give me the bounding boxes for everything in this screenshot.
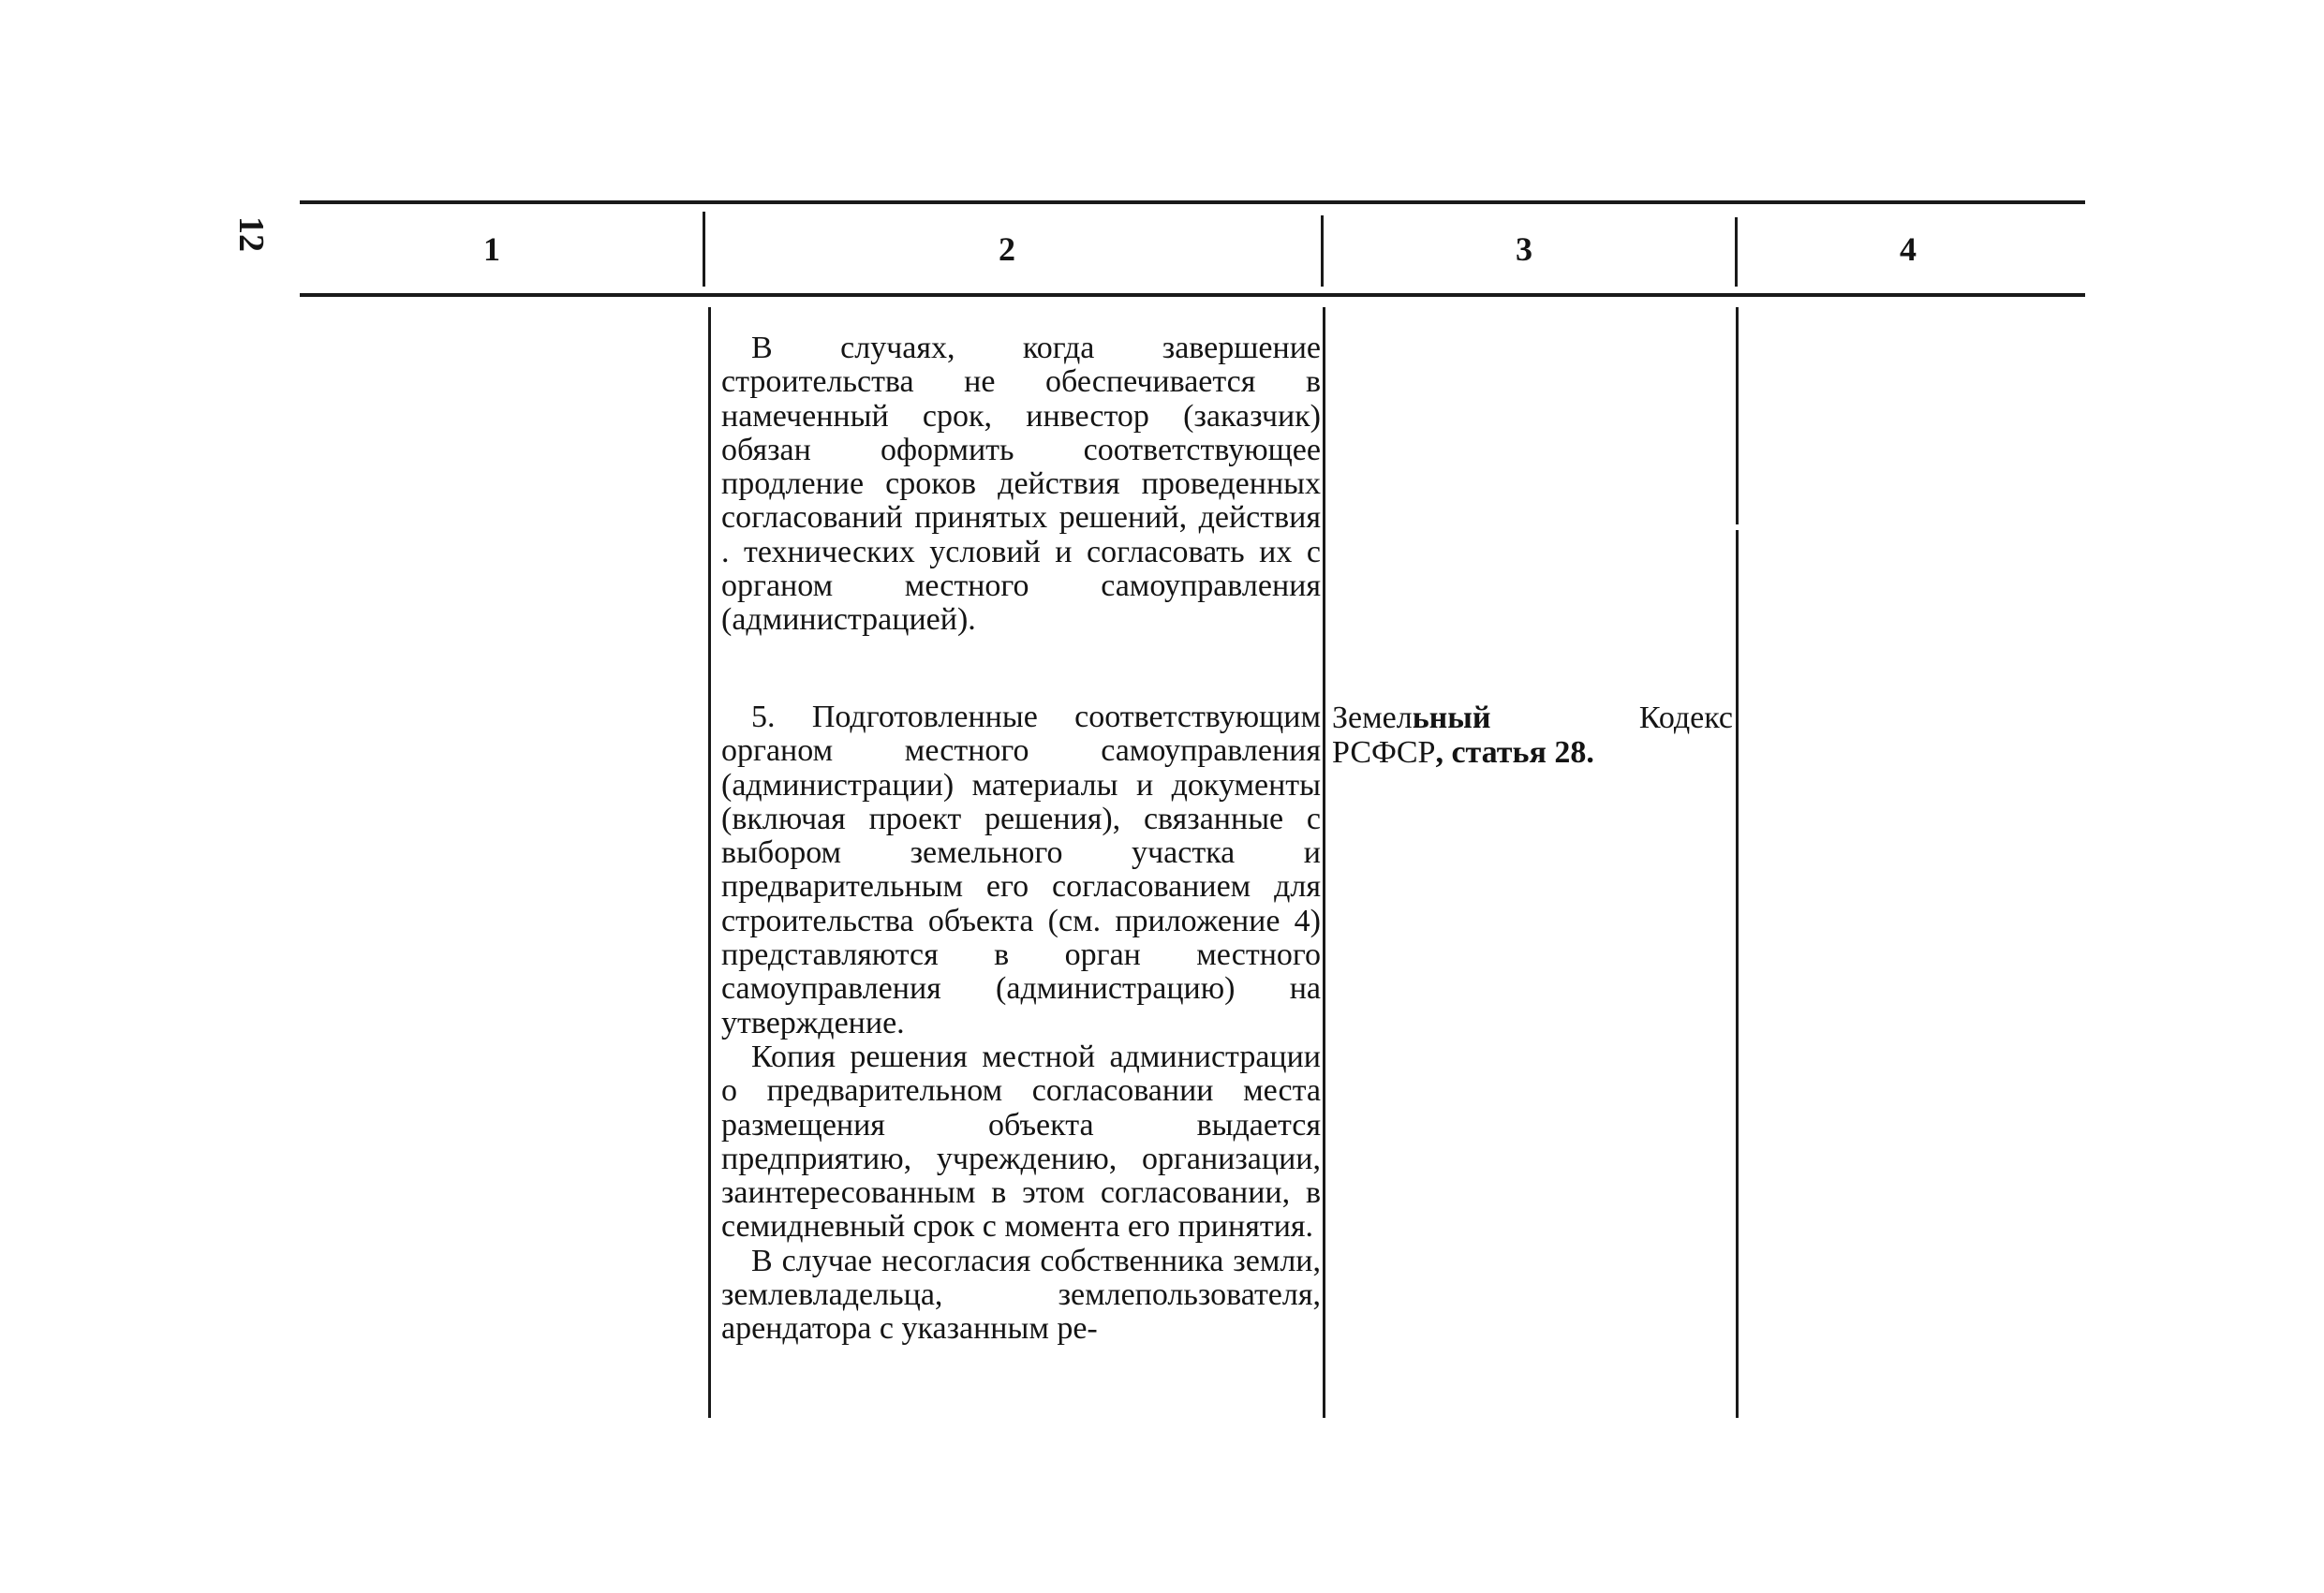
law-word-1-bold: ьный	[1412, 701, 1491, 735]
law-word-1	[1332, 701, 1490, 735]
law-reference-line-1	[1332, 701, 1733, 735]
header-separator-3-4	[1735, 217, 1738, 287]
law-reference-line-2	[1332, 735, 1733, 770]
header-separator-2-3	[1321, 215, 1324, 287]
col2-paragraph-1: В случаях, когда завершение строительства не обеспечивается в намеченный срок, инвестор (заказчик) обязан оформить соответствующее продление сроков действия проведенных согласований принятых решений, действия . технических условий и согласовать их с органом местного самоуправления (администрацией).	[721, 331, 1321, 638]
col2-paragraph-4: В случае несогласия собственника земли, землевладельца, землепользователя, арендатора с указанным ре-	[721, 1243, 1321, 1347]
col2-paragraph-2: 5. Подготовленные соответствующим органом местного самоуправления (администрации) материалы и документы (включая проект решения), связанные с выбором земельного участка и предварительным его согласованием для строительства объекта (см. приложение 4) представляются в орган местного самоуправления (администрацию) на утверждение.	[721, 700, 1321, 1040]
column-number-1: 1	[483, 230, 500, 268]
law-word-2: Кодекс	[1638, 701, 1733, 735]
col2-paragraph-3: Копия решения местной администрации о предварительном согласовании места размещения объекта выдается предприятию, учреждению, организации, заинтересованным в этом согласовании, в семидневный срок с момента его принятия.	[721, 1039, 1321, 1245]
page-number: 12	[231, 216, 271, 252]
table-top-rule	[300, 200, 2085, 204]
body-separator-1-2	[708, 307, 711, 1418]
body-separator-2-3	[1323, 307, 1325, 1418]
law-word-1-plain: Земел	[1332, 701, 1413, 735]
law-line-2-plain: РСФСР	[1332, 735, 1436, 770]
column-number-2: 2	[999, 230, 1015, 268]
column-number-4: 4	[1900, 230, 1917, 268]
col2-paragraph-extension	[721, 332, 1321, 638]
col2-section-5	[721, 701, 1321, 1347]
column-number-3: 3	[1516, 230, 1532, 268]
body-separator-3-4-upper	[1736, 307, 1739, 524]
header-separator-1-2	[703, 212, 705, 287]
law-line-2-bold: , статья 28.	[1435, 735, 1594, 770]
body-separator-3-4-lower	[1736, 530, 1739, 1418]
col3-legal-reference	[1332, 701, 1733, 770]
table-header-rule	[300, 293, 2085, 297]
